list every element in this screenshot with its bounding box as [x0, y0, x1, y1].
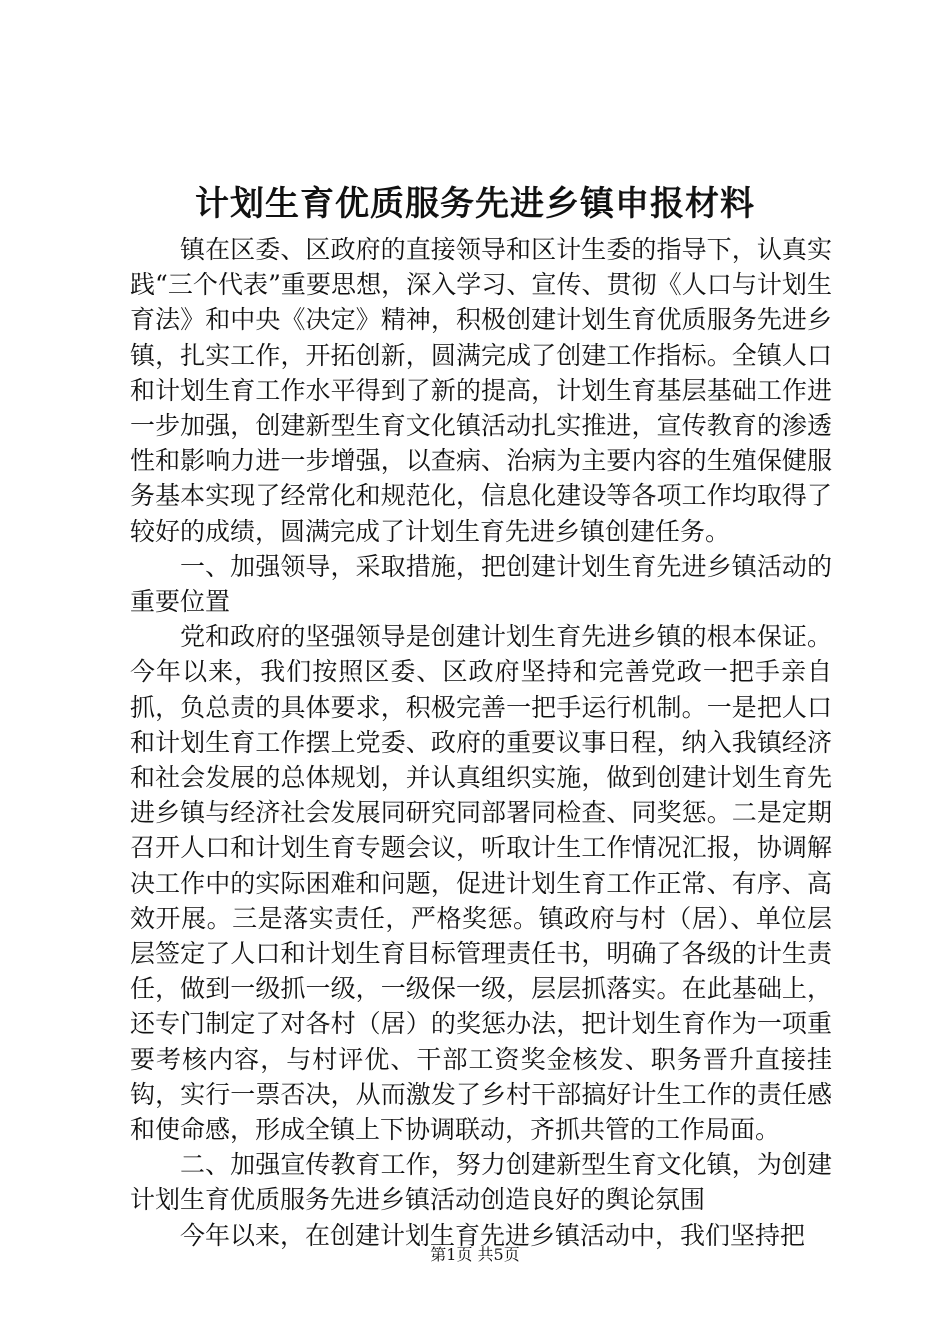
- section-heading-1: 一、加强领导，采取措施，把创建计划生育先进乡镇活动的重要位置: [130, 551, 832, 617]
- paragraph-section-1: 党和政府的坚强领导是创建计划生育先进乡镇的根本保证。今年以来，我们按照区委、区政府坚持和完善党政一把手亲自抓，负总责的具体要求，积极完善一把手运行机制。一是把人口和计划生育工作摆上党委、政府的重要议事日程，纳入我镇经济和社会发展的总体规划，并认真组织实施，做到创建计划生育先进乡镇与经济社会发展同研究同部署同检查、同奖惩。二是定期召开人口和计划生育专题会议，听取计生工作情况汇报，协调解决工作中的实际困难和问题，促进计划生育工作正常、有序、高效开展。三是落实责任，严格奖惩。镇政府与村（居）、单位层层签定了人口和计划生育目标管理责任书，明确了各级的计生责任，做到一级抓一级，一级保一级，层层抓落实。在此基础上，还专门制定了对各村（居）的奖惩办法，把计划生育作为一项重要考核内容，与村评优、干部工资奖金核发、职务晋升直接挂钩，实行一票否决，从而激发了乡村干部搞好计生工作的责任感和使命感，形成全镇上下协调联动，齐抓共管的工作局面。: [130, 622, 832, 1145]
- paragraph-intro: 镇在区委、区政府的直接领导和区计生委的指导下，认真实践“三个代表”重要思想，深入学习、宣传、贯彻《人口与计划生育法》和中央《决定》精神，积极创建计划生育优质服务先进乡镇，扎实工作，开拓创新，圆满完成了创建工作指标。全镇人口和计划生育工作水平得到了新的提高，计划生育基层基础工作进一步加强，创建新型生育文化镇活动扎实推进，宣传教育的渗透性和影响力进一步增强，以查病、治病为主要内容的生殖保健服务基本实现了经常化和规范化，信息化建设等各项工作均取得了较好的成绩，圆满完成了计划生育先进乡镇创建任务。: [130, 235, 832, 546]
- document-body: [130, 232, 832, 1253]
- paragraph-section-2: 今年以来，在创建计划生育先进乡镇活动中，我们坚持把: [180, 1220, 806, 1250]
- section-heading-2: 二、加强宣传教育工作，努力创建新型生育文化镇，为创建计划生育优质服务先进乡镇活动创造良好的舆论氛围: [130, 1150, 832, 1215]
- page-number: 第1页 共5页: [430, 1245, 520, 1264]
- document-title: 计划生育优质服务先进乡镇申报材料: [195, 184, 755, 224]
